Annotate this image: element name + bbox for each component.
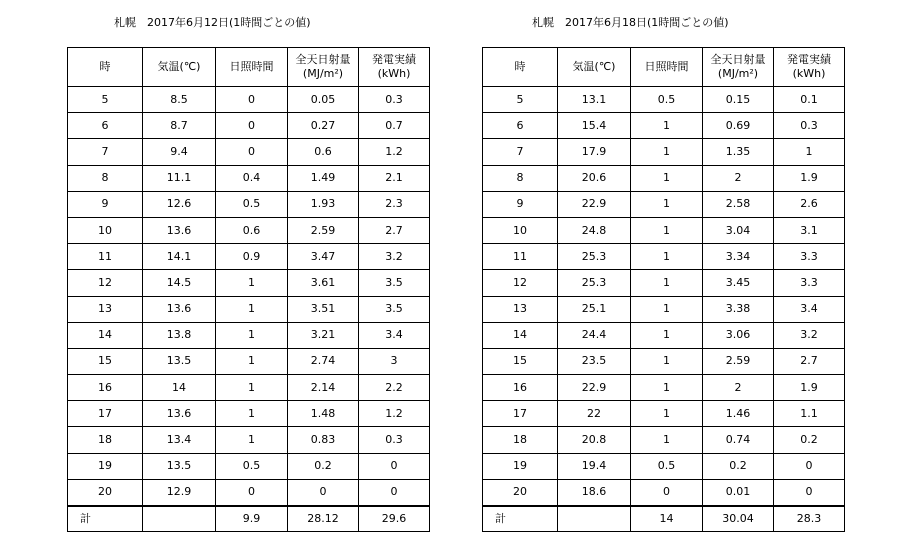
table-row: [483, 270, 845, 296]
cell-sunshine: 0.5: [216, 453, 288, 479]
cell-generation: 0.3: [774, 113, 845, 139]
cell-temperature: 20.8: [558, 427, 631, 453]
cell-total-temperature: [558, 506, 631, 532]
cell-total-sunshine: 14: [631, 506, 703, 532]
cell-hour: 15: [483, 348, 558, 374]
header-radiation: [288, 48, 359, 87]
cell-radiation: 0.6: [288, 139, 359, 165]
table-row: [483, 479, 845, 506]
cell-sunshine: 1: [631, 401, 703, 427]
header-radiation-unit: (MJ/m²): [302, 67, 344, 80]
cell-hour: 13: [68, 296, 143, 322]
cell-generation: 1.9: [774, 165, 845, 191]
cell-hour: 20: [68, 479, 143, 506]
cell-hour: 16: [483, 375, 558, 401]
table-row: [483, 217, 845, 243]
cell-generation: 2.6: [774, 191, 845, 217]
table-row: [483, 375, 845, 401]
cell-hour: 13: [483, 296, 558, 322]
cell-temperature: 17.9: [558, 139, 631, 165]
cell-hour: 10: [68, 217, 143, 243]
cell-radiation: 0.05: [288, 87, 359, 113]
cell-generation: 2.2: [359, 375, 430, 401]
cell-temperature: 13.5: [143, 453, 216, 479]
cell-radiation: 0.27: [288, 113, 359, 139]
cell-hour: 6: [68, 113, 143, 139]
table-header: [68, 48, 430, 87]
cell-radiation: 1.46: [703, 401, 774, 427]
table-row: [68, 217, 430, 243]
cell-hour: 14: [68, 322, 143, 348]
table-row: [68, 322, 430, 348]
hourly-data-table: [482, 47, 845, 532]
cell-generation: 2.7: [774, 348, 845, 374]
total-row: [483, 506, 845, 532]
cell-hour: 7: [68, 139, 143, 165]
header-generation-title: 発電実績: [372, 53, 416, 66]
cell-temperature: 13.4: [143, 427, 216, 453]
cell-sunshine: 1: [216, 322, 288, 348]
cell-temperature: 13.5: [143, 348, 216, 374]
cell-generation: 2.7: [359, 217, 430, 243]
cell-sunshine: 0: [216, 479, 288, 506]
cell-sunshine: 1: [216, 348, 288, 374]
cell-sunshine: 1: [631, 191, 703, 217]
table-caption: 札幌 2017年6月18日(1時間ごとの値): [532, 16, 729, 29]
table-row: [68, 113, 430, 139]
cell-temperature: 24.8: [558, 217, 631, 243]
cell-sunshine: 0: [216, 113, 288, 139]
cell-total-radiation: 30.04: [703, 506, 774, 532]
cell-sunshine: 0.5: [631, 453, 703, 479]
cell-sunshine: 1: [631, 375, 703, 401]
table-row: [483, 453, 845, 479]
cell-temperature: 25.1: [558, 296, 631, 322]
cell-radiation: 0.01: [703, 479, 774, 506]
cell-generation: 3.2: [774, 322, 845, 348]
cell-temperature: 22.9: [558, 375, 631, 401]
table-row: [483, 401, 845, 427]
table-row: [483, 191, 845, 217]
cell-generation: 3.3: [774, 270, 845, 296]
table-row: [68, 453, 430, 479]
cell-generation: 1.9: [774, 375, 845, 401]
cell-temperature: 18.6: [558, 479, 631, 506]
header-generation: [774, 48, 845, 87]
cell-hour: 17: [68, 401, 143, 427]
cell-radiation: 0.2: [703, 453, 774, 479]
cell-temperature: 13.6: [143, 217, 216, 243]
table-row: [483, 244, 845, 270]
cell-temperature: 11.1: [143, 165, 216, 191]
cell-hour: 9: [483, 191, 558, 217]
cell-hour: 5: [483, 87, 558, 113]
cell-generation: 1.2: [359, 139, 430, 165]
cell-radiation: 0.15: [703, 87, 774, 113]
header-radiation-title: 全天日射量: [710, 53, 766, 66]
cell-hour: 5: [68, 87, 143, 113]
table-body: [68, 87, 430, 532]
cell-radiation: 3.47: [288, 244, 359, 270]
header-hour: 時: [483, 48, 558, 87]
cell-sunshine: 0.4: [216, 165, 288, 191]
header-radiation: [703, 48, 774, 87]
cell-sunshine: 1: [631, 427, 703, 453]
cell-generation: 0: [359, 453, 430, 479]
cell-radiation: 3.38: [703, 296, 774, 322]
table-row: [483, 139, 845, 165]
cell-generation: 2.3: [359, 191, 430, 217]
cell-generation: 3.4: [774, 296, 845, 322]
cell-hour: 7: [483, 139, 558, 165]
table-row: [68, 427, 430, 453]
cell-temperature: 20.6: [558, 165, 631, 191]
table-row: [68, 270, 430, 296]
cell-sunshine: 1: [631, 217, 703, 243]
cell-sunshine: 0.5: [216, 191, 288, 217]
cell-temperature: 25.3: [558, 270, 631, 296]
table-row: [68, 139, 430, 165]
header-hour: 時: [68, 48, 143, 87]
cell-temperature: 14.1: [143, 244, 216, 270]
cell-temperature: 13.1: [558, 87, 631, 113]
table-row: [68, 165, 430, 191]
cell-temperature: 19.4: [558, 453, 631, 479]
cell-hour: 11: [483, 244, 558, 270]
cell-radiation: 3.51: [288, 296, 359, 322]
cell-sunshine: 0: [216, 87, 288, 113]
table-row: [483, 87, 845, 113]
cell-radiation: 3.34: [703, 244, 774, 270]
cell-radiation: 3.21: [288, 322, 359, 348]
cell-temperature: 13.6: [143, 296, 216, 322]
cell-hour: 20: [483, 479, 558, 506]
table-caption: 札幌 2017年6月12日(1時間ごとの値): [114, 16, 311, 29]
cell-radiation: 0.2: [288, 453, 359, 479]
cell-radiation: 2.58: [703, 191, 774, 217]
cell-hour: 19: [68, 453, 143, 479]
cell-generation: 0: [774, 453, 845, 479]
header-row: [483, 48, 845, 87]
cell-hour: 16: [68, 375, 143, 401]
cell-temperature: 8.7: [143, 113, 216, 139]
table-row: [483, 348, 845, 374]
header-temperature: 気温(℃): [558, 48, 631, 87]
cell-sunshine: 1: [631, 113, 703, 139]
header-generation-unit: (kWh): [377, 67, 411, 80]
cell-generation: 0.1: [774, 87, 845, 113]
cell-sunshine: 0: [631, 479, 703, 506]
cell-temperature: 8.5: [143, 87, 216, 113]
cell-temperature: 25.3: [558, 244, 631, 270]
cell-total-label: 計: [68, 506, 143, 532]
cell-sunshine: 1: [216, 401, 288, 427]
cell-generation: 1.1: [774, 401, 845, 427]
cell-radiation: 2: [703, 165, 774, 191]
cell-hour: 17: [483, 401, 558, 427]
cell-sunshine: 1: [631, 296, 703, 322]
cell-generation: 3.5: [359, 296, 430, 322]
table-row: [68, 479, 430, 506]
table-row: [68, 244, 430, 270]
cell-generation: 0: [774, 479, 845, 506]
cell-temperature: 14.5: [143, 270, 216, 296]
cell-temperature: 22.9: [558, 191, 631, 217]
cell-hour: 11: [68, 244, 143, 270]
cell-hour: 18: [68, 427, 143, 453]
cell-sunshine: 0.5: [631, 87, 703, 113]
cell-hour: 9: [68, 191, 143, 217]
cell-radiation: 1.93: [288, 191, 359, 217]
table-row: [483, 296, 845, 322]
table-row: [483, 427, 845, 453]
cell-radiation: 2.59: [703, 348, 774, 374]
cell-temperature: 24.4: [558, 322, 631, 348]
cell-temperature: 23.5: [558, 348, 631, 374]
cell-temperature: 15.4: [558, 113, 631, 139]
cell-generation: 3.4: [359, 322, 430, 348]
header-generation-title: 発電実績: [787, 53, 831, 66]
cell-radiation: 1.35: [703, 139, 774, 165]
cell-sunshine: 1: [216, 270, 288, 296]
table-row: [68, 375, 430, 401]
cell-temperature: 12.9: [143, 479, 216, 506]
cell-generation: 2.1: [359, 165, 430, 191]
cell-temperature: 13.6: [143, 401, 216, 427]
cell-sunshine: 1: [216, 427, 288, 453]
cell-generation: 3.3: [774, 244, 845, 270]
cell-total-generation: 28.3: [774, 506, 845, 532]
cell-radiation: 3.04: [703, 217, 774, 243]
table-row: [483, 113, 845, 139]
total-row: [68, 506, 430, 532]
cell-sunshine: 0.9: [216, 244, 288, 270]
cell-sunshine: 1: [631, 244, 703, 270]
cell-temperature: 14: [143, 375, 216, 401]
cell-hour: 19: [483, 453, 558, 479]
cell-generation: 1: [774, 139, 845, 165]
header-radiation-unit: (MJ/m²): [717, 67, 759, 80]
table-row: [483, 165, 845, 191]
cell-generation: 3: [359, 348, 430, 374]
cell-generation: 0: [359, 479, 430, 506]
table-header: [483, 48, 845, 87]
cell-temperature: 12.6: [143, 191, 216, 217]
cell-radiation: 2.14: [288, 375, 359, 401]
cell-radiation: 3.61: [288, 270, 359, 296]
table-row: [68, 296, 430, 322]
header-temperature: 気温(℃): [143, 48, 216, 87]
cell-sunshine: 0.6: [216, 217, 288, 243]
header-generation: [359, 48, 430, 87]
cell-generation: 1.2: [359, 401, 430, 427]
cell-sunshine: 1: [631, 270, 703, 296]
table-body: [483, 87, 845, 532]
table-row: [68, 348, 430, 374]
cell-sunshine: 1: [631, 348, 703, 374]
cell-generation: 0.7: [359, 113, 430, 139]
cell-total-label: 計: [483, 506, 558, 532]
cell-temperature: 22: [558, 401, 631, 427]
cell-radiation: 0: [288, 479, 359, 506]
cell-radiation: 1.48: [288, 401, 359, 427]
header-row: [68, 48, 430, 87]
header-sunshine: 日照時間: [631, 48, 703, 87]
cell-hour: 8: [68, 165, 143, 191]
cell-generation: 3.1: [774, 217, 845, 243]
cell-sunshine: 1: [216, 375, 288, 401]
table-row: [68, 191, 430, 217]
cell-radiation: 1.49: [288, 165, 359, 191]
cell-hour: 14: [483, 322, 558, 348]
cell-sunshine: 1: [216, 296, 288, 322]
cell-temperature: 9.4: [143, 139, 216, 165]
table-row: [68, 87, 430, 113]
cell-generation: 0.3: [359, 427, 430, 453]
cell-sunshine: 1: [631, 165, 703, 191]
cell-sunshine: 0: [216, 139, 288, 165]
cell-hour: 8: [483, 165, 558, 191]
cell-radiation: 0.74: [703, 427, 774, 453]
cell-radiation: 2.59: [288, 217, 359, 243]
cell-hour: 6: [483, 113, 558, 139]
cell-hour: 12: [483, 270, 558, 296]
cell-hour: 12: [68, 270, 143, 296]
header-generation-unit: (kWh): [792, 67, 826, 80]
cell-radiation: 3.45: [703, 270, 774, 296]
cell-hour: 10: [483, 217, 558, 243]
cell-radiation: 2.74: [288, 348, 359, 374]
cell-hour: 18: [483, 427, 558, 453]
cell-generation: 0.2: [774, 427, 845, 453]
cell-radiation: 3.06: [703, 322, 774, 348]
cell-generation: 3.2: [359, 244, 430, 270]
cell-sunshine: 1: [631, 322, 703, 348]
cell-sunshine: 1: [631, 139, 703, 165]
table-row: [483, 322, 845, 348]
header-sunshine: 日照時間: [216, 48, 288, 87]
cell-generation: 3.5: [359, 270, 430, 296]
header-radiation-title: 全天日射量: [295, 53, 351, 66]
cell-total-sunshine: 9.9: [216, 506, 288, 532]
cell-generation: 0.3: [359, 87, 430, 113]
cell-total-radiation: 28.12: [288, 506, 359, 532]
cell-total-temperature: [143, 506, 216, 532]
table-row: [68, 401, 430, 427]
cell-radiation: 0.83: [288, 427, 359, 453]
cell-radiation: 2: [703, 375, 774, 401]
cell-total-generation: 29.6: [359, 506, 430, 532]
cell-radiation: 0.69: [703, 113, 774, 139]
hourly-data-table: [67, 47, 430, 532]
cell-temperature: 13.8: [143, 322, 216, 348]
cell-hour: 15: [68, 348, 143, 374]
